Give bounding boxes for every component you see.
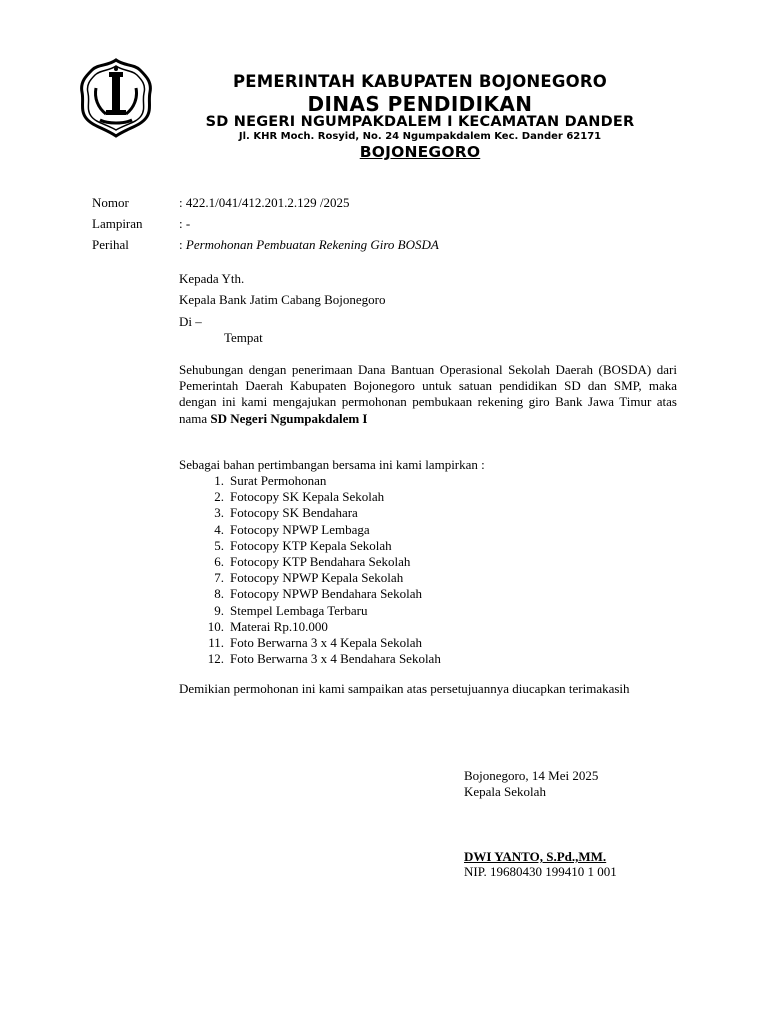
list-number: 1.	[214, 473, 224, 488]
list-text: Materai Rp.10.000	[230, 618, 328, 634]
list-text: Foto Berwarna 3 x 4 Bendahara Sekolah	[230, 651, 441, 667]
list-number: 4.	[214, 521, 224, 537]
list-number: 2.	[214, 489, 224, 505]
signature-place-date: Bojonegoro, 14 Mei 2025	[464, 768, 599, 783]
closing-paragraph: Demikian permohonan ini kami sampaikan atas persetujuannya diucapkan terimakasih	[179, 681, 630, 696]
list-item	[179, 586, 441, 602]
list-item	[179, 635, 441, 651]
list-text: Fotocopy NPWP Bendahara Sekolah	[230, 586, 422, 602]
attachments-intro: Sebagai bahan pertimbangan bersama ini kami lampirkan :	[179, 457, 485, 472]
letterhead-address: Jl. KHR Moch. Rosyid, No. 24 Ngumpakdalem Kec. Dander 62171	[238, 131, 602, 142]
list-text: Fotocopy SK Kepala Sekolah	[230, 489, 385, 505]
field-value-lampiran: : -	[179, 216, 191, 231]
letterhead-city: BOJONEGORO	[359, 143, 481, 161]
field-value-nomor: : 422.1/041/412.201.2.129 /2025	[179, 195, 350, 210]
list-item	[179, 570, 441, 586]
list-text: Foto Berwarna 3 x 4 Kepala Sekolah	[230, 635, 423, 651]
recipient-name: Kepala Bank Jatim Cabang Bojonegoro	[179, 292, 386, 307]
recipient-at: Di –	[179, 314, 202, 329]
body-paragraph-text: Sehubungan dengan penerimaan Dana Bantuan Operasional Sekolah Daerah (BOSDA) dari Pemerintah Daerah Kabupaten Bojonegoro untuk satuan pendidikan SD dan SMP, maka dengan ini kami mengajukan permohonan pembukaan rekening giro Bank Jawa Timur atas nama	[179, 362, 677, 426]
list-text: Fotocopy NPWP Lembaga	[230, 521, 370, 537]
list-number: 6.	[214, 554, 224, 570]
list-item	[179, 489, 441, 505]
list-number: 11.	[208, 635, 224, 651]
field-label-perihal: Perihal	[92, 237, 129, 252]
list-number: 10.	[207, 618, 224, 634]
body-paragraph	[179, 362, 677, 427]
list-text: Stempel Lembaga Terbaru	[230, 602, 368, 618]
field-label-nomor: Nomor	[92, 195, 129, 210]
list-item	[179, 554, 441, 570]
recipient-greeting: Kepada Yth.	[179, 271, 245, 286]
recipient-place: Tempat	[224, 330, 263, 345]
list-number: 7.	[214, 570, 224, 586]
attachments-list	[179, 473, 441, 667]
list-text: Fotocopy KTP Kepala Sekolah	[230, 537, 392, 553]
perihal-colon: :	[179, 237, 186, 252]
list-item	[179, 505, 441, 521]
school-name-bold: SD Negeri Ngumpakdalem I	[210, 410, 368, 426]
field-label-lampiran: Lampiran	[92, 216, 143, 231]
list-number: 5.	[214, 537, 224, 553]
list-number: 12.	[207, 651, 224, 667]
list-text: Fotocopy SK Bendahara	[230, 505, 358, 521]
list-text: Fotocopy KTP Bendahara Sekolah	[230, 554, 411, 570]
signature-name: DWI YANTO, S.Pd.,MM.	[464, 849, 607, 864]
signature-title: Kepala Sekolah	[464, 784, 546, 799]
list-item	[179, 538, 441, 554]
list-item	[179, 651, 441, 667]
list-number: 9.	[214, 602, 224, 618]
perihal-subject: Permohonan Pembuatan Rekening Giro BOSDA	[185, 237, 439, 252]
list-item	[179, 603, 441, 619]
letterhead-school: SD NEGERI NGUMPAKDALEM I KECAMATAN DANDER	[205, 114, 635, 130]
list-item	[179, 619, 441, 635]
regency-emblem-icon	[78, 58, 154, 138]
letterhead-department: DINAS PENDIDIKAN	[307, 92, 533, 116]
list-item	[179, 473, 441, 489]
list-number: 8.	[214, 586, 224, 602]
letterhead-government: PEMERINTAH KABUPATEN BOJONEGORO	[232, 72, 608, 91]
list-text: Surat Permohonan	[230, 473, 327, 488]
list-item	[179, 522, 441, 538]
list-text: Fotocopy NPWP Kepala Sekolah	[230, 570, 404, 586]
list-number: 3.	[214, 505, 224, 521]
signature-nip: NIP. 19680430 199410 1 001	[464, 864, 617, 879]
field-value-perihal	[179, 237, 439, 253]
